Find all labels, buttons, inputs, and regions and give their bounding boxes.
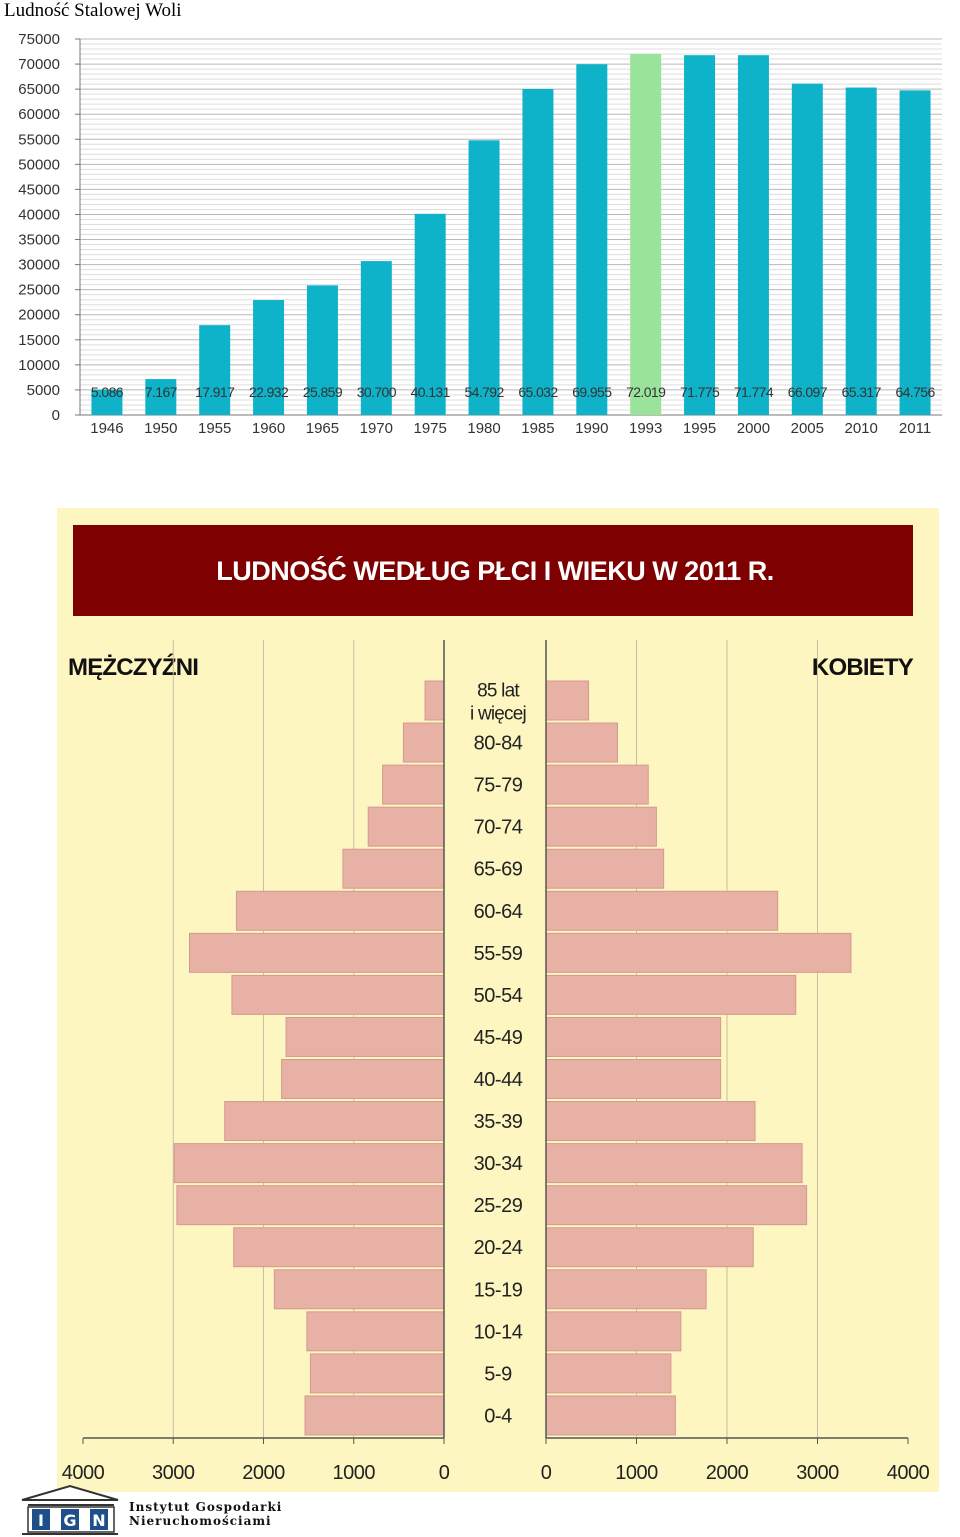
y-tick-label: 35000 [18,231,60,249]
data-label: 65.032 [518,384,558,400]
x-tick-label: 4000 [886,1462,930,1484]
data-label: 54.792 [464,384,504,400]
page-title: Ludność Stalowej Woli [4,0,182,21]
male-bar [425,681,444,720]
x-tick-label: 1985 [521,420,555,437]
male-bar [286,1017,444,1056]
x-tick-label: 3000 [796,1462,839,1484]
bar [630,54,661,415]
data-label: 40.131 [410,384,450,400]
x-tick-label: 2011 [898,420,932,437]
data-label: 66.097 [787,384,827,400]
x-tick-label: 1960 [251,420,286,437]
female-bar [546,681,589,720]
female-bar [546,933,851,972]
x-tick-label: 2005 [790,420,824,437]
logo-letter: N [92,1511,106,1530]
male-bar [274,1270,444,1309]
x-tick-label: 2000 [705,1462,749,1484]
male-bar [343,849,444,888]
male-bar [403,723,444,762]
bar [738,55,769,415]
data-label: 5.086 [90,384,123,400]
age-group-label: 25-29 [473,1195,523,1218]
y-tick-label: 10000 [18,356,60,374]
x-tick-label: 1975 [413,420,447,437]
data-label: 25.859 [302,384,343,400]
chart-title: LUDNOŚĆ WEDŁUG PŁCI I WIEKU W 2011 R. [216,556,774,586]
y-tick-label: 25000 [18,281,60,299]
data-label: 64.756 [895,384,935,400]
data-label: 69.955 [572,384,612,400]
y-tick-label: 40000 [18,206,60,224]
data-label: 22.932 [248,384,289,400]
age-group-label: i więcej [470,703,526,725]
data-label: 17.917 [195,384,235,400]
x-tick-label: 1946 [90,420,124,437]
bar [792,84,823,415]
age-group-label: 45-49 [473,1026,523,1049]
y-tick-label: 50000 [18,156,60,174]
age-group-label: 65-69 [473,858,523,881]
age-group-label: 35-39 [473,1111,523,1134]
population-bar-chart [0,0,960,445]
female-bar [546,1312,681,1351]
x-tick-label: 0 [438,1462,450,1484]
x-tick-label: 2010 [844,420,878,437]
x-tick-label: 1965 [305,420,340,437]
female-bar [546,1186,807,1225]
x-tick-label: 1000 [615,1462,658,1484]
plot-area [18,31,942,437]
data-label: 71.775 [679,384,720,400]
bar [469,140,500,415]
y-tick-label: 0 [51,407,60,424]
female-bar [546,1354,671,1393]
age-group-label: 30-34 [473,1153,523,1176]
y-tick-label: 15000 [18,331,60,349]
logo-line2: Nieruchomościami [129,1514,272,1528]
bar [576,64,607,415]
data-label: 7.167 [144,384,177,400]
right-series-label: KOBIETY [811,654,913,681]
male-bar [234,1228,444,1267]
bar [522,89,553,415]
x-tick-label: 1980 [467,420,501,437]
age-group-label: 40-44 [473,1069,523,1091]
bar [684,55,715,415]
female-bar [546,891,778,930]
female-bar [546,723,617,762]
female-bar [546,1228,753,1267]
female-bar [546,807,656,846]
x-tick-label: 1970 [359,420,393,437]
x-tick-label: 0 [540,1462,552,1484]
female-bar [546,975,796,1014]
x-tick-label: 1950 [144,420,178,437]
x-tick-label: 1995 [682,420,717,437]
female-bar [546,1270,706,1309]
age-group-label: 10-14 [473,1321,523,1344]
y-tick-label: 65000 [18,81,60,99]
male-bar [305,1396,444,1435]
institute-logo-icon [18,1484,123,1536]
y-tick-label: 70000 [18,56,60,74]
male-bar [282,1060,444,1099]
female-bar [546,765,648,804]
data-label: 30.700 [356,384,396,400]
male-bar [236,891,444,930]
logo-letter: G [63,1511,77,1530]
age-group-label: 20-24 [473,1237,523,1260]
male-bar [368,807,444,846]
x-tick-label: 1955 [198,420,232,437]
age-group-label: 0-4 [484,1405,512,1428]
male-bar [177,1186,444,1225]
y-tick-label: 55000 [18,131,60,149]
male-bar [225,1102,444,1141]
data-label: 71.774 [733,384,774,400]
male-bar [189,933,444,972]
x-tick-label: 4000 [61,1462,105,1484]
data-label: 72.019 [626,384,666,400]
bar [846,88,877,415]
age-group-label: 55-59 [473,942,523,965]
age-group-label: 75-79 [473,774,523,797]
ign-logo [18,1484,318,1536]
age-group-label: 60-64 [473,900,523,923]
logo-line1: Instytut Gospodarki [129,1500,283,1514]
y-tick-label: 30000 [18,256,60,274]
x-tick-label: 1990 [575,420,609,437]
male-bar [232,975,444,1014]
age-group-label: 70-74 [473,816,523,839]
female-bar [546,1017,721,1056]
bar [900,90,931,415]
age-group-label: 80-84 [473,732,523,755]
x-tick-label: 1000 [332,1462,375,1484]
female-bar [546,1102,755,1141]
age-group-label: 85 lat [477,680,519,702]
age-group-label: 15-19 [473,1279,523,1302]
y-tick-label: 60000 [18,106,60,124]
age-sex-pyramid-chart [0,500,960,1500]
female-bar [546,849,664,888]
male-bar [310,1354,444,1393]
x-tick-label: 2000 [736,420,771,437]
female-bar [546,1396,675,1435]
y-tick-label: 20000 [18,306,60,324]
age-group-label: 50-54 [473,984,523,1007]
age-group-label: 5-9 [484,1363,512,1386]
male-bar [307,1312,444,1351]
y-tick-label: 5000 [26,381,60,399]
logo-letter: I [38,1511,44,1530]
y-tick-label: 45000 [18,181,60,199]
left-series-label: MĘŻCZYŹNI [68,654,199,681]
data-label: 65.317 [841,384,881,400]
y-tick-label: 75000 [18,31,60,48]
x-tick-label: 1993 [629,420,663,437]
male-bar [383,765,444,804]
x-tick-label: 3000 [152,1462,195,1484]
female-bar [546,1144,802,1183]
bar [199,325,230,415]
female-bar [546,1060,721,1099]
x-tick-label: 2000 [242,1462,285,1484]
male-bar [174,1144,444,1183]
